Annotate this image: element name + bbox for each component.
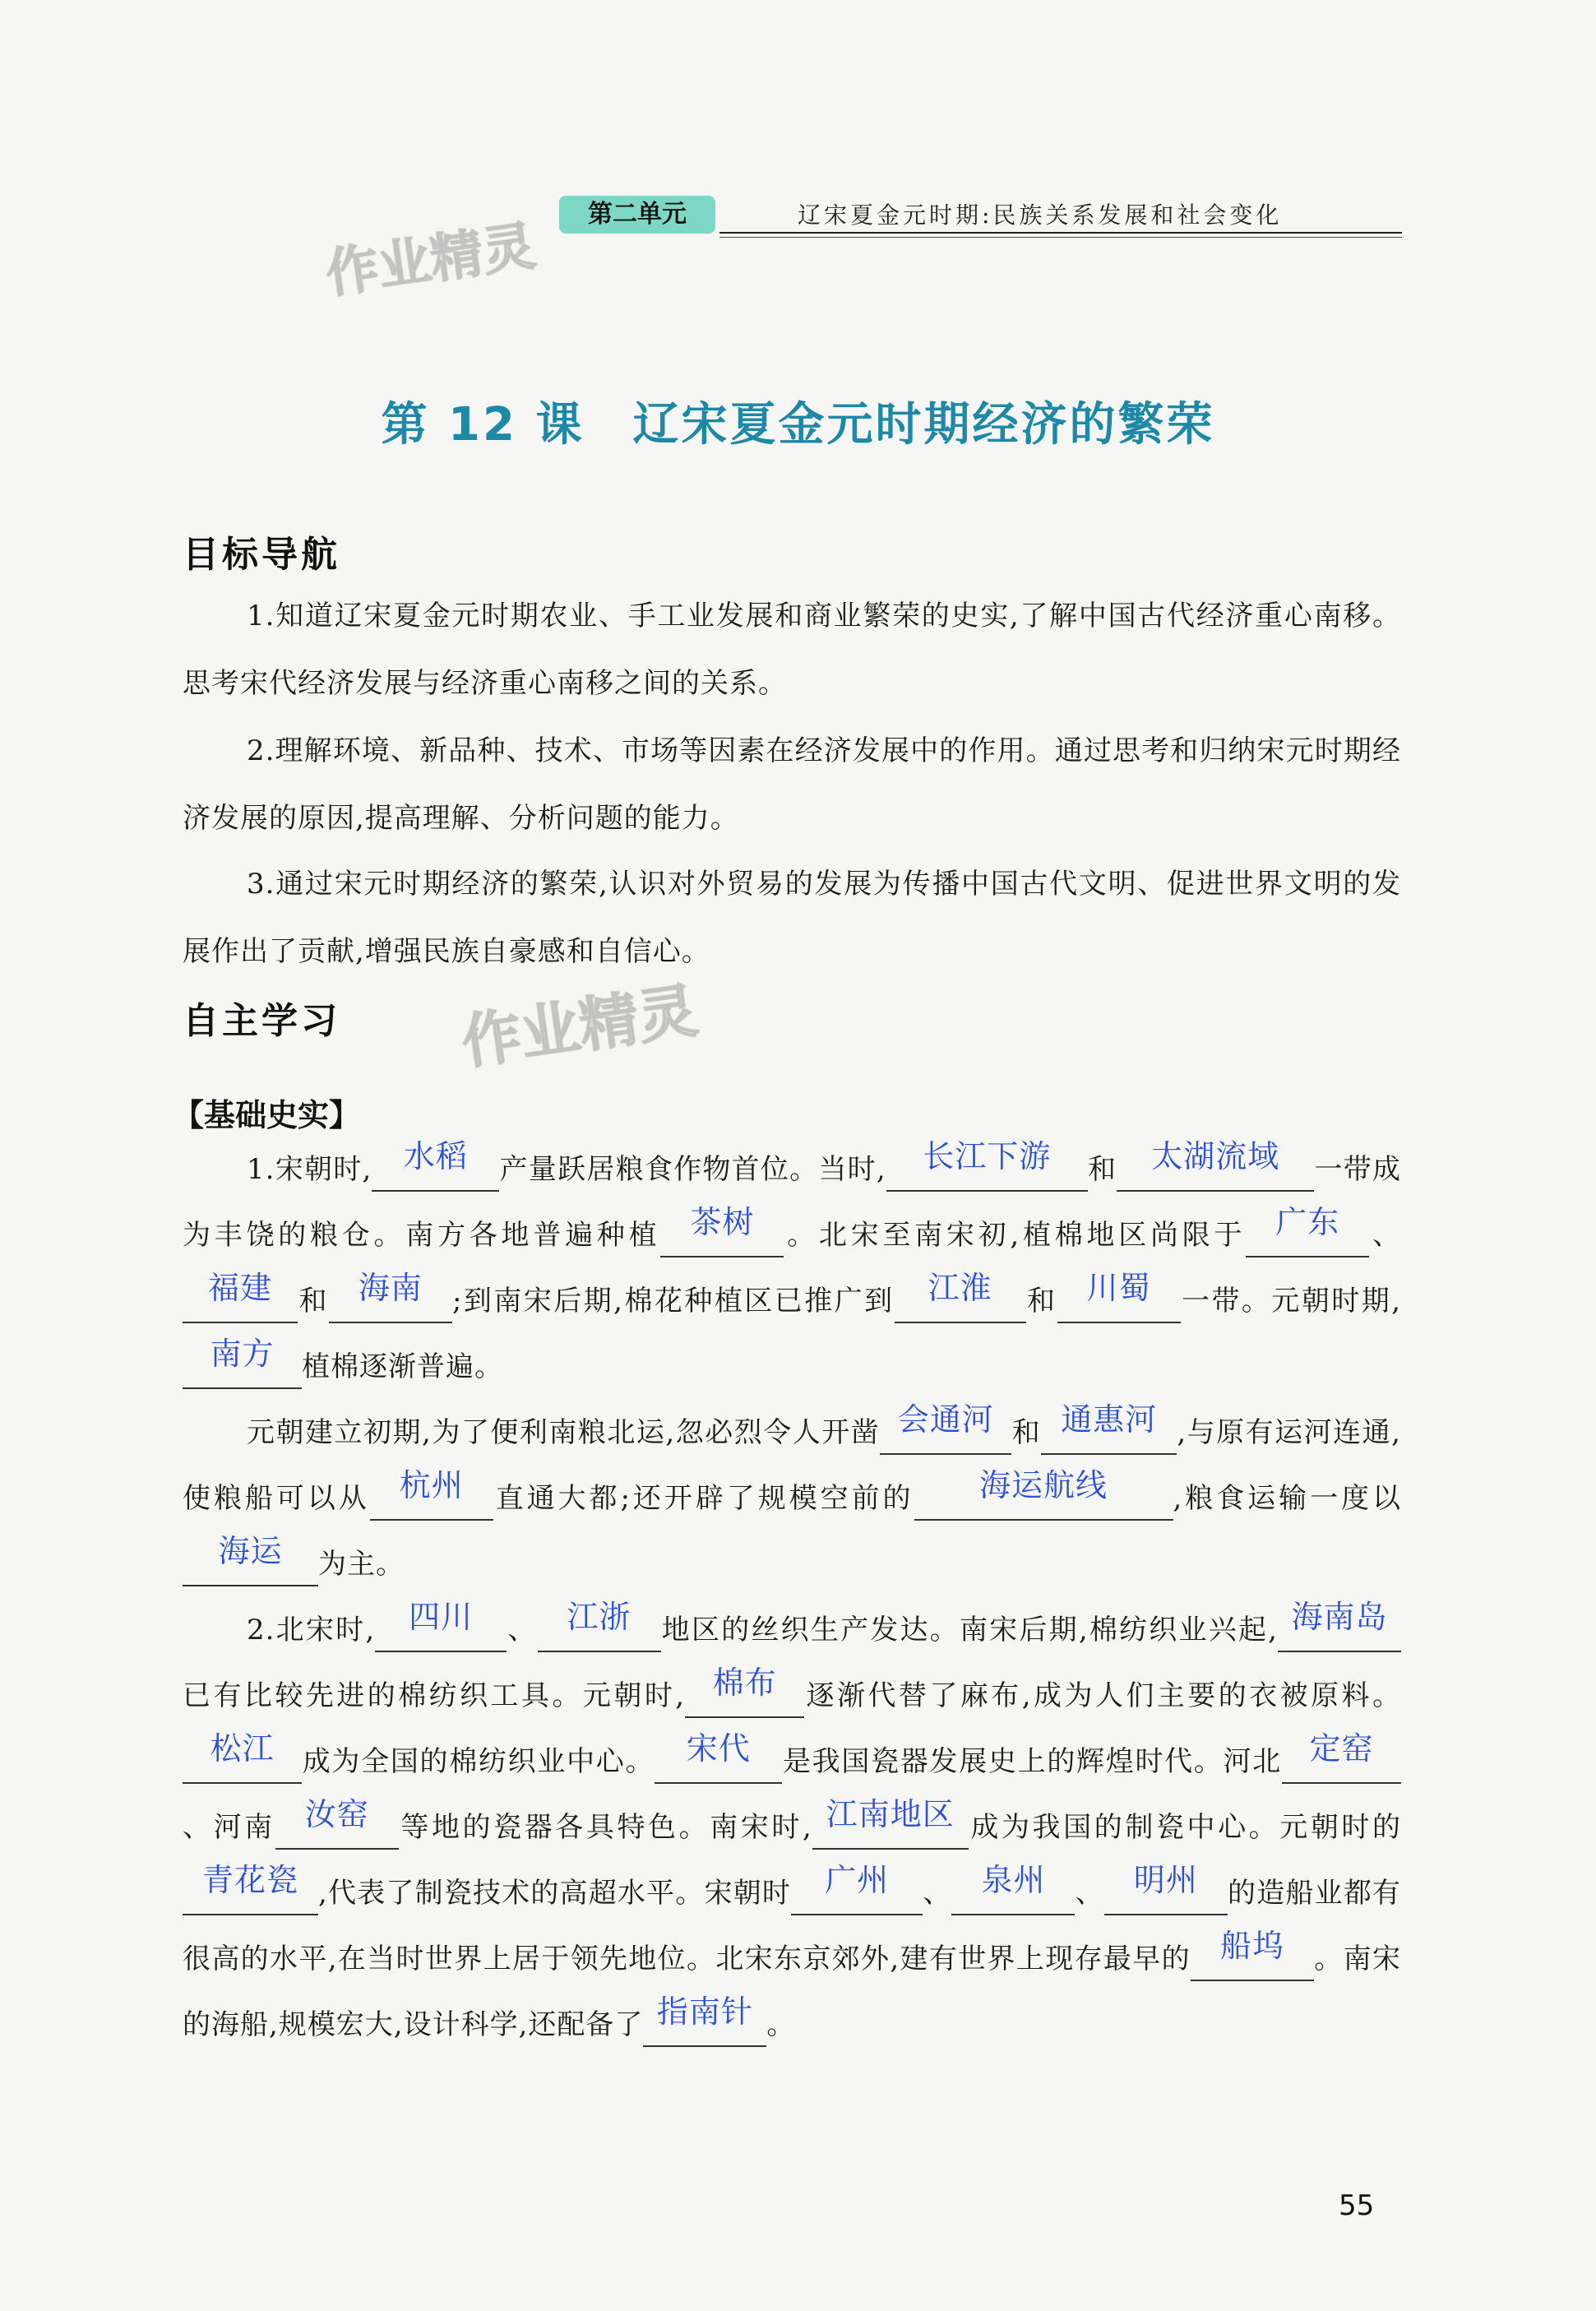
answer-blank [375, 1599, 507, 1652]
handwritten-answer: 水稻 [403, 1138, 468, 1174]
handwritten-answer: 泉州 [981, 1862, 1046, 1898]
answer-blank [880, 1401, 1011, 1455]
answer-blank [1041, 1401, 1177, 1455]
text-segment: 植棉逐渐普遍。 [302, 1350, 503, 1383]
handwritten-answer: 四川 [409, 1599, 474, 1635]
answer-blank [1057, 1270, 1181, 1323]
unit-header [559, 191, 1402, 240]
handwritten-answer: 明州 [1133, 1862, 1198, 1898]
text-segment: 、河南 [183, 1811, 275, 1844]
text-segment: 为主。 [318, 1548, 405, 1581]
answer-blank [643, 1994, 766, 2047]
handwritten-answer: 江淮 [928, 1270, 992, 1306]
answer-blank [183, 1336, 302, 1389]
goal-item-2: 2.理解环境、新品种、技术、市场等因素在经济发展中的作用。通过思考和归纳宋元时期经济发展的原因,提高理解、分析问题的能力。 [183, 734, 1401, 835]
handwritten-answer: 长江下游 [923, 1138, 1052, 1174]
answer-blank [685, 1665, 804, 1718]
handwritten-answer: 海南岛 [1291, 1599, 1388, 1635]
answer-blank [812, 1796, 969, 1850]
answer-blank [1278, 1599, 1401, 1652]
lesson-title: 第 12 课 辽宋夏金元时期经济的繁荣 [381, 398, 1215, 452]
unit-badge: 第二单元 [559, 196, 715, 234]
text-segment: 是我国瓷器发展史上的辉煌时代。河北 [782, 1745, 1283, 1778]
answer-blank [1117, 1138, 1314, 1192]
answer-blank [791, 1862, 923, 1915]
text-segment: ,与原有运河连通,使粮船可以从 [183, 1416, 1401, 1515]
watermark-logo: 作业精灵 [322, 215, 539, 306]
goal-item-1: 1.知道辽宋夏金元时期农业、手工业发展和商业繁荣的史实,了解中国古代经济重心南移。思考宋代经济发展与经济重心南移之间的关系。 [183, 600, 1401, 700]
text-segment: 逐渐代替了麻布,成为人们主要的衣被原料。 [804, 1679, 1401, 1712]
subheading-basic-facts: 【基础史实】 [173, 1097, 361, 1133]
text-segment: 、 [923, 1877, 952, 1910]
handwritten-answer: 川蜀 [1086, 1270, 1151, 1306]
paragraph-agriculture [183, 1137, 1401, 1400]
text-segment: 等地的瓷器各具特色。南宋时, [398, 1811, 812, 1844]
paragraph-handicrafts [183, 1597, 1401, 2058]
section-heading-goals: 目标导航 [183, 534, 340, 576]
text-segment: 和 [298, 1285, 329, 1318]
text-segment: 、 [507, 1614, 538, 1646]
handwritten-answer: 会通河 [897, 1401, 994, 1438]
goal-item-3: 3.通过宋元时期经济的繁荣,认识对外贸易的发展为传播中国古代文明、促进世界文明的发展作出了贡献,增强民族自豪感和自信心。 [183, 868, 1401, 968]
answer-blank [329, 1270, 452, 1323]
header-rule-thin [719, 237, 1402, 238]
handwritten-answer: 棉布 [712, 1665, 777, 1701]
handwritten-answer: 福建 [207, 1270, 272, 1306]
handwritten-answer: 广州 [825, 1862, 890, 1898]
handwritten-answer: 南方 [210, 1336, 275, 1372]
answer-blank [1246, 1204, 1369, 1257]
answer-blank [275, 1796, 399, 1850]
text-segment: 一带成为丰饶的粮仓。南方各地普遍种植 [183, 1153, 1402, 1252]
text-segment: 地区的丝织生产发达。南宋后期,棉纺织业兴起, [660, 1614, 1278, 1646]
handwritten-answer: 海运航线 [979, 1467, 1108, 1503]
answer-blank [886, 1138, 1088, 1192]
paragraph-canals [183, 1400, 1401, 1597]
handwritten-answer: 松江 [210, 1730, 275, 1767]
handwritten-answer: 江浙 [567, 1599, 631, 1635]
unit-title: 辽宋夏金元时期:民族关系发展和社会变化 [798, 201, 1283, 229]
text-segment: 的造船业都有很高的水平,在当时世界上居于领先地位。北宋东京郊外,建有世界上现存最早的 [183, 1877, 1402, 1975]
watermark-logo: 作业精灵 [457, 975, 702, 1077]
answer-blank [183, 1270, 298, 1323]
answer-blank [372, 1138, 499, 1192]
answer-blank [1282, 1730, 1401, 1784]
text-segment: 成为我国的制瓷中心。元朝时的 [968, 1811, 1402, 1844]
answer-blank [1104, 1862, 1228, 1915]
handwritten-answer: 指南针 [656, 1994, 753, 2030]
answer-blank [895, 1270, 1026, 1323]
text-segment: ,代表了制瓷技术的高超水平。宋朝时 [318, 1877, 792, 1910]
handwritten-answer: 通惠河 [1061, 1401, 1158, 1438]
answer-blank [183, 1533, 318, 1586]
text-segment: 2.北宋时, [247, 1614, 376, 1646]
handwritten-answer: 汝窑 [304, 1796, 369, 1832]
answer-blank [183, 1862, 318, 1915]
text-segment: ,粮食运输一度以 [1173, 1482, 1402, 1515]
text-segment: 、 [1075, 1877, 1104, 1910]
text-segment: ;到南宋后期,棉花种植区已推广到 [451, 1285, 895, 1318]
handwritten-answer: 海运 [218, 1533, 283, 1569]
text-segment: 和 [1087, 1153, 1117, 1186]
handwritten-answer: 船坞 [1219, 1928, 1284, 1964]
answer-blank [538, 1599, 661, 1652]
header-rule [719, 232, 1402, 234]
text-segment: 元朝建立初期,为了便利南粮北运,忽必烈令人开凿 [247, 1416, 881, 1449]
text-segment: 和 [1025, 1285, 1057, 1318]
text-segment: 成为全国的棉纺织业中心。 [302, 1745, 655, 1778]
handwritten-answer: 茶树 [690, 1204, 755, 1240]
text-segment: 、 [1369, 1219, 1402, 1252]
text-segment: 一带。元朝时期, [1180, 1285, 1402, 1318]
text-segment: 产量跃居粮食作物首位。当时, [499, 1153, 886, 1186]
answer-blank [660, 1204, 784, 1257]
handwritten-answer: 杭州 [399, 1467, 464, 1503]
handwritten-answer: 海南 [358, 1270, 423, 1306]
answer-blank [951, 1862, 1075, 1915]
answer-blank [1191, 1928, 1314, 1981]
answer-blank [370, 1467, 493, 1521]
answer-blank [183, 1730, 302, 1784]
answer-blank [914, 1467, 1173, 1521]
text-segment: 和 [1011, 1416, 1042, 1449]
section-heading-self-study: 自主学习 [183, 1000, 340, 1042]
handwritten-answer: 定窑 [1309, 1730, 1374, 1767]
text-segment: 。北宋至南宋初,植棉地区尚限于 [784, 1219, 1247, 1252]
text-segment: 直通大都;还开辟了规模空前的 [493, 1482, 914, 1515]
text-segment: 。南宋的海船,规模宏大,设计科学,还配备了 [183, 1943, 1401, 2041]
handwritten-answer: 广东 [1275, 1204, 1340, 1240]
answer-blank [655, 1730, 782, 1784]
handwritten-answer: 青花瓷 [201, 1862, 298, 1898]
text-segment: 已有比较先进的棉纺织工具。元朝时, [183, 1679, 686, 1712]
page-number: 55 [1339, 2189, 1375, 2222]
text-segment: 。 [766, 2008, 796, 2041]
handwritten-answer: 宋代 [686, 1730, 751, 1767]
handwritten-answer: 江南地区 [826, 1796, 955, 1832]
text-segment: 1.宋朝时, [247, 1153, 372, 1186]
handwritten-answer: 太湖流域 [1151, 1138, 1280, 1174]
